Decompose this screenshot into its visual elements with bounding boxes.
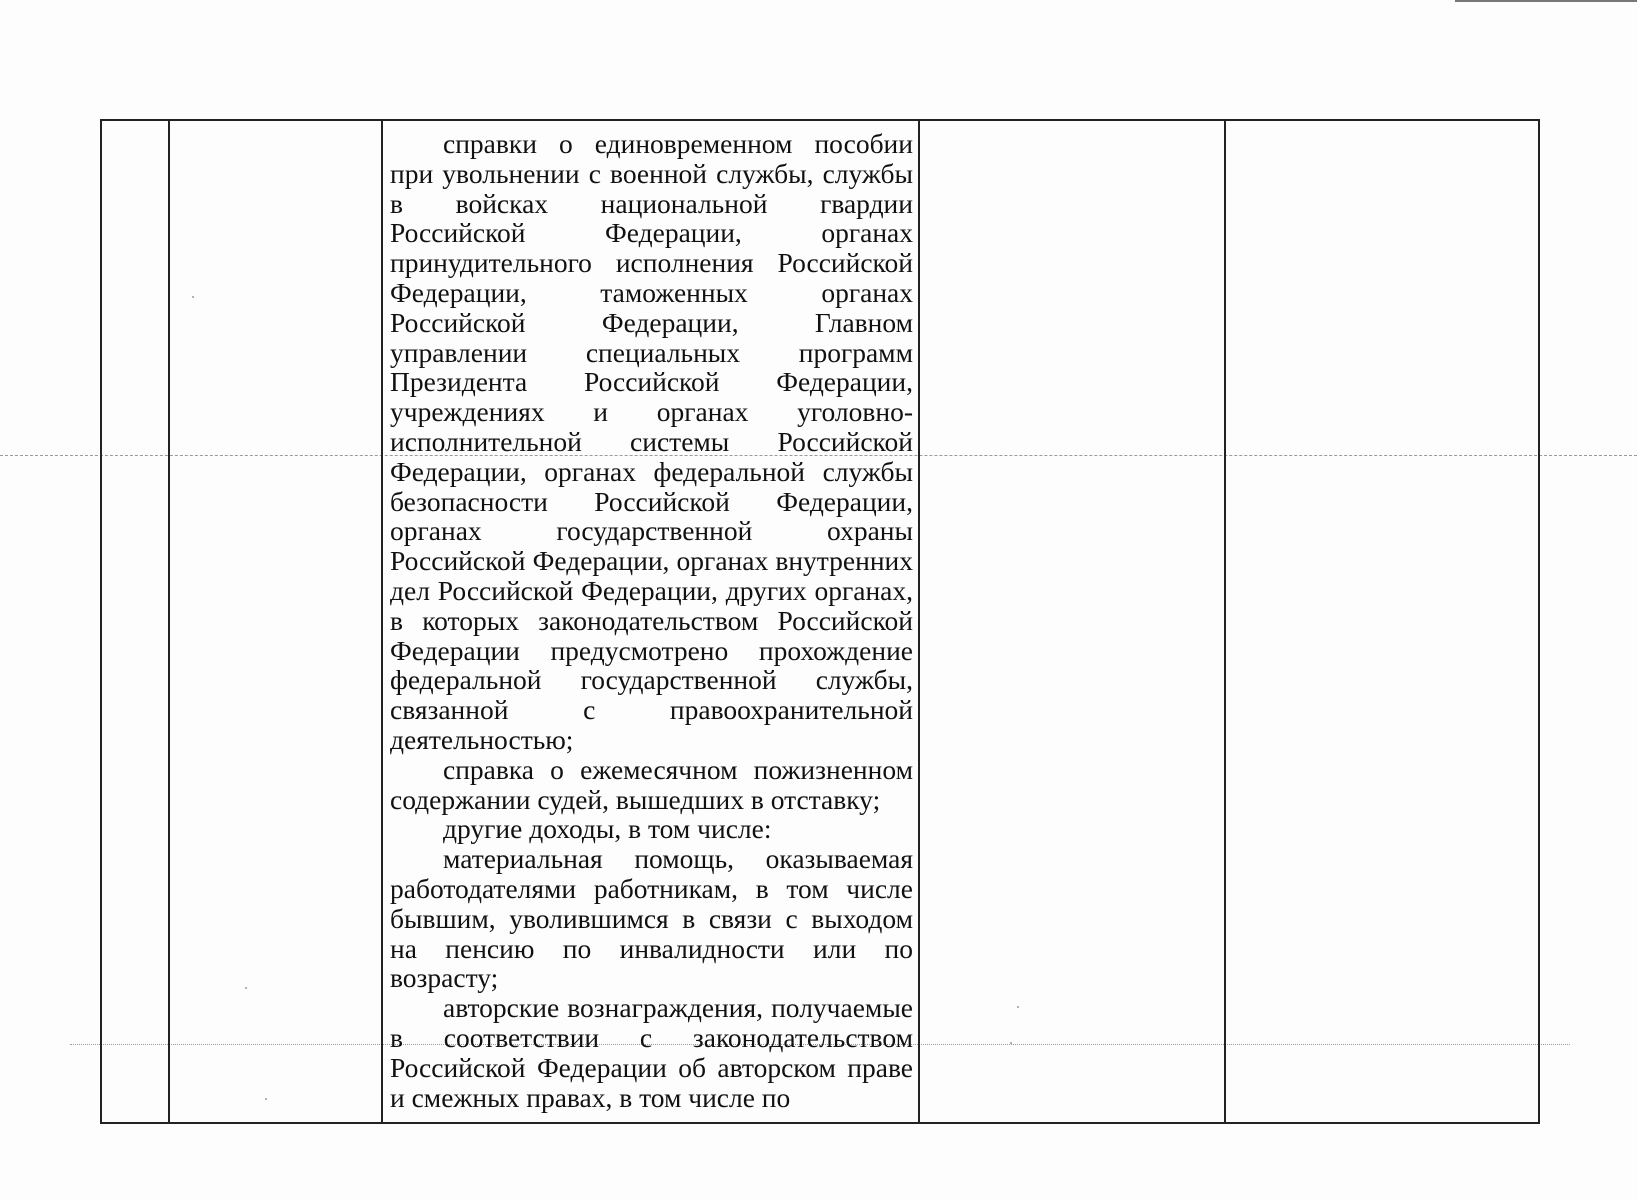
paragraph-material-aid: материальная помощь, оказываемая работодателями работникам, в том числе бывшим, уволившимся в связи с выходом на пенсию по инвалидности или по возрасту; — [390, 843, 913, 994]
paragraph-other-income: другие доходы, в том числе: — [443, 813, 772, 845]
paragraph-judges-allowance: справка о ежемесячном пожизненном содержании судей, вышедших в отставку; — [390, 753, 913, 815]
column-divider — [168, 121, 170, 1122]
column-divider — [918, 121, 920, 1122]
column-divider — [381, 121, 383, 1122]
scan-artifact-line — [1455, 0, 1637, 2]
table-text-cell — [390, 129, 913, 1119]
paragraph-severance-certificates: справки о единовременном пособии при увольнении с военной службы, службы в войсках национальной гвардии Российской Федерации, органах принудительного исполнения Российской Федерации, таможенных органах Российской Федерации, Главном управлении специальных программ Президента Российской Федерации, учреждениях и органах уголовно-исполнительной системы Российской Федерации, органах федеральной службы безопасности Российской Федерации, органах государственной охраны Российской Федерации, органах внутренних дел Российской Федерации, других органах, в которых законодательством Российской Федерации предусмотрено прохождение федеральной государственной службы, связанной с правоохранительной деятельностью; — [390, 129, 913, 755]
paragraph-author-fees: авторские вознаграждения, получаемые в соответствии с законодательством Российской Федерации об авторском праве и смежных правах, в том числе по — [390, 992, 913, 1113]
column-divider — [1224, 121, 1226, 1122]
document-table — [100, 119, 1540, 1124]
